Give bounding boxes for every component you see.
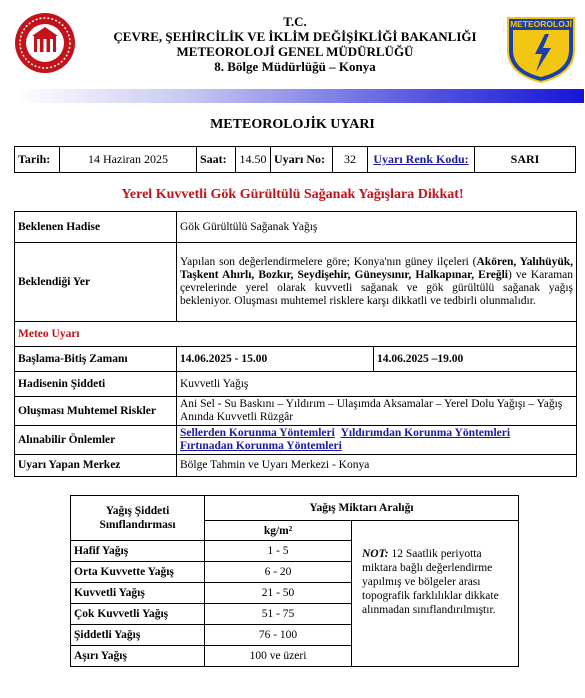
severity-class-name: Orta Kuvvette Yağış bbox=[71, 562, 205, 583]
severity-label: Hadisenin Şiddeti bbox=[15, 372, 177, 397]
place-districts: Akören, Yalıhüyük, Taşkent Ahırlı, Bozkır, Seydişehir, Güneysınır, Halkapınar, Ereğli bbox=[180, 256, 573, 281]
center-value: Bölge Tahmin ve Uyarı Merkezi - Konya bbox=[177, 455, 577, 477]
meteoroloji-logo-icon bbox=[505, 12, 577, 84]
severity-class-name: Aşırı Yağış bbox=[71, 646, 205, 667]
time-label: Saat: bbox=[197, 147, 236, 173]
place-label: Beklendiği Yer bbox=[15, 243, 177, 322]
note-text bbox=[362, 547, 514, 617]
header-title-block bbox=[90, 14, 500, 74]
severity-class-range: 51 - 75 bbox=[205, 604, 352, 625]
severity-class-name: Şiddetli Yağış bbox=[71, 625, 205, 646]
logo-right-text: METEOROLOJİ bbox=[510, 19, 572, 29]
severity-class-range: 100 ve üzeri bbox=[205, 646, 352, 667]
note-label: NOT: bbox=[362, 548, 389, 560]
document-title: METEOROLOJİK UYARI bbox=[210, 117, 375, 132]
storm-protection-link[interactable]: Fırtınadan Korunma Yöntemleri bbox=[180, 440, 342, 452]
severity-value: Kuvvetli Yağış bbox=[177, 372, 577, 397]
ministry-seal-icon bbox=[14, 12, 76, 74]
severity-class-range: 1 - 5 bbox=[205, 541, 352, 562]
severity-class-header bbox=[71, 496, 205, 541]
unit-header: kg/m² bbox=[205, 521, 352, 541]
note-body: 12 Saatlik periyotta miktara bağlı değerlendirme yapılmış ve bölgeler arası topografik farklılıklar dikkate alınmadan sınıflandırılmıştır. bbox=[362, 548, 499, 616]
severity-class-name: Çok Kuvvetli Yağış bbox=[71, 604, 205, 625]
period-end: 14.06.2025 –19.00 bbox=[374, 347, 577, 372]
header-line-tc: T.C. bbox=[283, 14, 307, 29]
place-text-post: ) ve Karaman çevrelerinde yerel olarak kuvvetli sağanak ve gök gürültülü sağanak yağış bekleniyor. Oluşması muhtemel risklere karşı dikkatli ve tedbirli olunmalıdır. bbox=[180, 269, 574, 307]
header-ministry: ÇEVRE, ŞEHİRCİLİK VE İKLİM DEĞİŞİKLİĞİ BAKANLIĞI bbox=[113, 29, 477, 44]
color-code-link[interactable]: Uyarı Renk Kodu: bbox=[373, 152, 469, 166]
alert-headline: Yerel Kuvvetli Gök Gürültülü Sağanak Yağışlara Dikkat! bbox=[121, 187, 464, 202]
date-value: 14 Haziran 2025 bbox=[60, 147, 197, 173]
header-region: 8. Bölge Müdürlüğü – Konya bbox=[214, 59, 376, 74]
severity-class-header-l1: Yağış Şiddeti bbox=[105, 505, 170, 517]
warning-no-label: Uyarı No: bbox=[271, 147, 333, 173]
place-value bbox=[177, 243, 577, 322]
meteo-warning-label: Meteo Uyarı bbox=[15, 322, 577, 347]
period-label: Başlama-Bitiş Zamanı bbox=[15, 347, 177, 372]
severity-class-name: Hafif Yağış bbox=[71, 541, 205, 562]
event-value: Gök Gürültülü Sağanak Yağış bbox=[177, 212, 577, 243]
measures-label: Alınabilir Önlemler bbox=[15, 426, 177, 455]
severity-class-range: 6 - 20 bbox=[205, 562, 352, 583]
period-start: 14.06.2025 - 15.00 bbox=[177, 347, 374, 372]
measures-links bbox=[177, 426, 577, 455]
rain-amount-header: Yağış Miktarı Aralığı bbox=[205, 496, 519, 521]
warning-no-value: 32 bbox=[333, 147, 368, 173]
color-code-value: SARI bbox=[475, 147, 576, 173]
severity-class-name: Kuvvetli Yağış bbox=[71, 583, 205, 604]
date-label: Tarih: bbox=[15, 147, 60, 173]
lightning-protection-link[interactable]: Yıldırımdan Korunma Yöntemleri bbox=[340, 427, 511, 439]
event-label: Beklenen Hadise bbox=[15, 212, 177, 243]
warning-details-table bbox=[14, 211, 577, 477]
time-value: 14.50 bbox=[236, 147, 271, 173]
document-header bbox=[0, 0, 585, 92]
risks-value: Ani Sel - Su Baskını – Yıldırım – Ulaşımda Aksamalar – Yerel Dolu Yağışı – Yağış Anında Kuvvetli Rüzgâr bbox=[177, 397, 577, 426]
severity-class-range: 21 - 50 bbox=[205, 583, 352, 604]
flood-protection-link[interactable]: Sellerden Korunma Yöntemleri bbox=[180, 427, 335, 439]
place-text-pre: Yapılan son değerlendirmelere göre; Konya'nın güney ilçeleri ( bbox=[180, 256, 477, 268]
severity-class-header-l2: Sınıflandırması bbox=[99, 519, 176, 531]
warning-meta-table bbox=[14, 146, 576, 173]
center-label: Uyarı Yapan Merkez bbox=[15, 455, 177, 477]
risks-label: Oluşması Muhtemel Riskler bbox=[15, 397, 177, 426]
header-banner bbox=[14, 89, 584, 103]
header-directorate: METEOROLOJİ GENEL MÜDÜRLÜĞÜ bbox=[176, 44, 414, 59]
severity-class-range: 76 - 100 bbox=[205, 625, 352, 646]
